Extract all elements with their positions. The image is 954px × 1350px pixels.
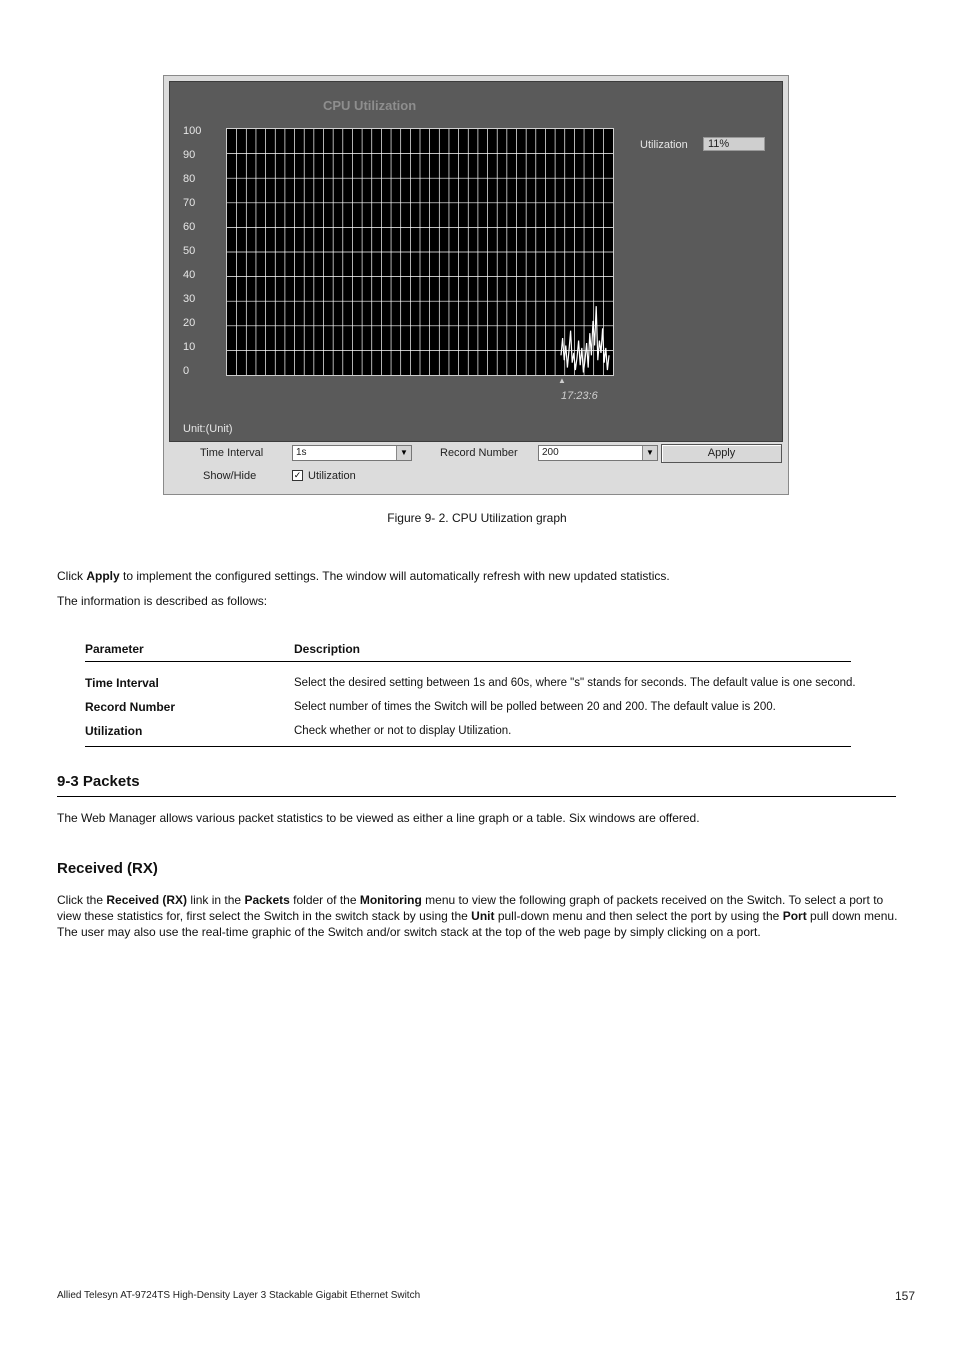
subsection-heading: Received (RX) xyxy=(57,860,158,877)
y-tick-label: 40 xyxy=(183,269,196,281)
record-number-select[interactable] xyxy=(538,445,658,461)
text-run: Click the xyxy=(57,893,107,907)
section-divider xyxy=(57,796,896,797)
utilization-label: Utilization xyxy=(640,139,688,151)
table-row-desc: Select the desired setting between 1s and 60s, where "s" stands for seconds. The default value is one second. xyxy=(294,677,856,689)
text-run-bold: Monitoring xyxy=(359,893,422,907)
show-hide-label: Show/Hide xyxy=(203,470,257,482)
timestamp-label: 17:23:6 xyxy=(561,390,598,402)
table-divider xyxy=(85,746,851,747)
section-paragraph: The Web Manager allows various packet statistics to be viewed as either a line graph or a table. Six windows are offered. xyxy=(57,811,700,825)
record-number-value: 200 xyxy=(542,447,559,458)
utilization-checkbox[interactable]: ✓ xyxy=(293,470,302,480)
time-interval-value: 1s xyxy=(296,447,307,458)
time-marker-icon: ▲ xyxy=(558,376,566,385)
time-interval-select[interactable] xyxy=(292,445,412,461)
y-tick-label: 70 xyxy=(183,197,196,209)
text-run-bold: Unit xyxy=(471,909,495,923)
table-row-param: Record Number xyxy=(85,700,176,714)
subsection-paragraph xyxy=(57,892,900,940)
chevron-down-icon[interactable]: ▼ xyxy=(642,446,657,460)
plot-area xyxy=(226,128,614,376)
text-run-bold: Received (RX) xyxy=(106,893,188,907)
text-run: pull-down menu and then select the port by using the xyxy=(494,909,783,923)
y-tick-label: 60 xyxy=(183,221,196,233)
chevron-down-icon[interactable]: ▼ xyxy=(396,446,411,460)
apply-button[interactable]: Apply xyxy=(661,444,782,463)
figure-caption: Figure 9- 2. CPU Utilization graph xyxy=(387,511,567,525)
utilization-checkbox-label: Utilization xyxy=(308,470,356,482)
text-run: to implement the configured settings. The window will automatically refresh with new updated statistics. xyxy=(119,569,670,583)
section-heading: 9-3 Packets xyxy=(57,773,140,790)
intro-paragraph xyxy=(57,568,907,584)
page-number: 157 xyxy=(894,1289,915,1303)
table-divider xyxy=(85,661,851,662)
y-tick-label: 100 xyxy=(183,125,202,137)
text-run: pull down menu. The user may also use the real-time graphic of the Switch and/or switch stack at the top of the web page by simply clicking on a port. xyxy=(57,909,898,939)
y-tick-label: 0 xyxy=(183,365,190,377)
text-run-bold: Apply xyxy=(86,569,120,583)
table-row-param: Time Interval xyxy=(85,676,159,690)
table-row-desc: Select number of times the Switch will be polled between 20 and 200. The default value is 200. xyxy=(294,701,776,713)
graph-panel xyxy=(169,81,783,442)
cpu-utilization-window xyxy=(163,75,789,495)
text-run: menu to view the following graph of packets received on the Switch. To select a port to view these statistics for, first select the Switch in the switch stack by using the xyxy=(57,893,884,923)
text-run-bold: Packets xyxy=(244,893,290,907)
y-tick-label: 10 xyxy=(183,341,196,353)
y-tick-label: 90 xyxy=(183,149,196,161)
table-row-desc: Check whether or not to display Utilization. xyxy=(294,725,512,737)
footer-title: Allied Telesyn AT-9724TS High-Density Layer 3 Stackable Gigabit Ethernet Switch xyxy=(57,1290,421,1301)
y-tick-label: 30 xyxy=(183,293,196,305)
time-interval-label: Time Interval xyxy=(200,447,264,459)
text-run-bold: Port xyxy=(782,909,807,923)
table-header-parameter: Parameter xyxy=(85,642,144,656)
utilization-value: 11% xyxy=(703,137,765,151)
unit-label: Unit:(Unit) xyxy=(183,423,233,435)
y-tick-label: 80 xyxy=(183,173,196,185)
text-run: Click xyxy=(57,569,87,583)
record-number-label: Record Number xyxy=(440,447,518,459)
text-run: link in the xyxy=(187,893,245,907)
y-tick-label: 20 xyxy=(183,317,196,329)
cpu-utilization-series-line xyxy=(561,306,609,372)
cpu-chart xyxy=(227,129,613,375)
text-run: folder of the xyxy=(289,893,360,907)
table-row-param: Utilization xyxy=(85,724,143,738)
y-tick-label: 50 xyxy=(183,245,196,257)
info-paragraph: The information is described as follows: xyxy=(57,594,268,608)
graph-title: CPU Utilization xyxy=(323,98,417,113)
table-header-description: Description xyxy=(294,642,361,656)
